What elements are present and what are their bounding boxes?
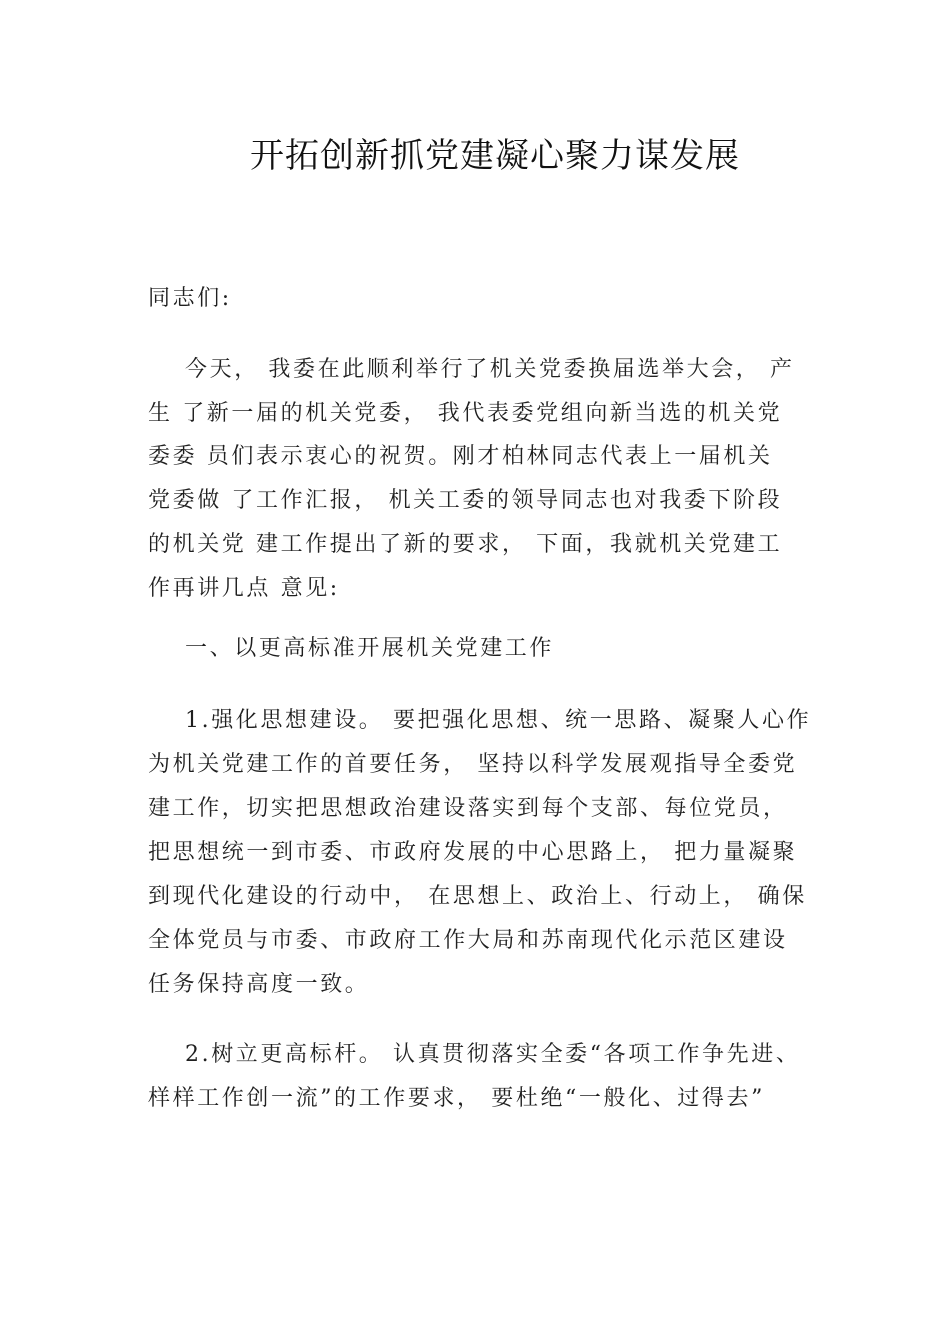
paragraph-line: 委委 员们表示衷心的祝贺。刚才柏林同志代表上一届机关: [148, 444, 773, 469]
paragraph-line: 任务保持高度一致。: [148, 972, 370, 997]
paragraph-line: 把思想统一到市委、市政府发展的中心思路上， 把力量凝聚: [148, 840, 798, 865]
section-heading: 一、以更高标准开展机关党建工作: [185, 636, 555, 661]
document-title: 开拓创新抓党建凝心聚力谋发展: [250, 136, 740, 176]
paragraph-line: 2.树立更高标杆。 认真贯彻落实全委“各项工作争先进、: [185, 1042, 801, 1067]
paragraph-line: 样样工作创一流”的工作要求， 要杜绝“一般化、过得去”: [148, 1086, 765, 1111]
paragraph-line: 生 了新一届的机关党委， 我代表委党组向新当选的机关党: [148, 401, 783, 426]
paragraph-line: 今天， 我委在此顺利举行了机关党委换届选举大会， 产: [185, 357, 795, 382]
paragraph-line: 全体党员与市委、市政府工作大局和苏南现代化示范区建设: [148, 928, 788, 953]
paragraph-line: 的机关党 建工作提出了新的要求， 下面，我就机关党建工: [148, 532, 783, 557]
paragraph-line: 建工作，切实把思想政治建设落实到每个支部、每位党员，: [148, 796, 788, 821]
paragraph-line: 作再讲几点 意见:: [148, 576, 340, 601]
paragraph-line: 党委做 了工作汇报， 机关工委的领导同志也对我委下阶段: [148, 488, 783, 513]
salutation: 同志们:: [148, 286, 232, 311]
paragraph-line: 到现代化建设的行动中， 在思想上、政治上、行动上， 确保: [148, 884, 807, 909]
paragraph-line: 为机关党建工作的首要任务， 坚持以科学发展观指导全委党: [148, 752, 798, 777]
paragraph-line: 1.强化思想建设。 要把强化思想、统一思路、凝聚人心作: [185, 708, 812, 733]
